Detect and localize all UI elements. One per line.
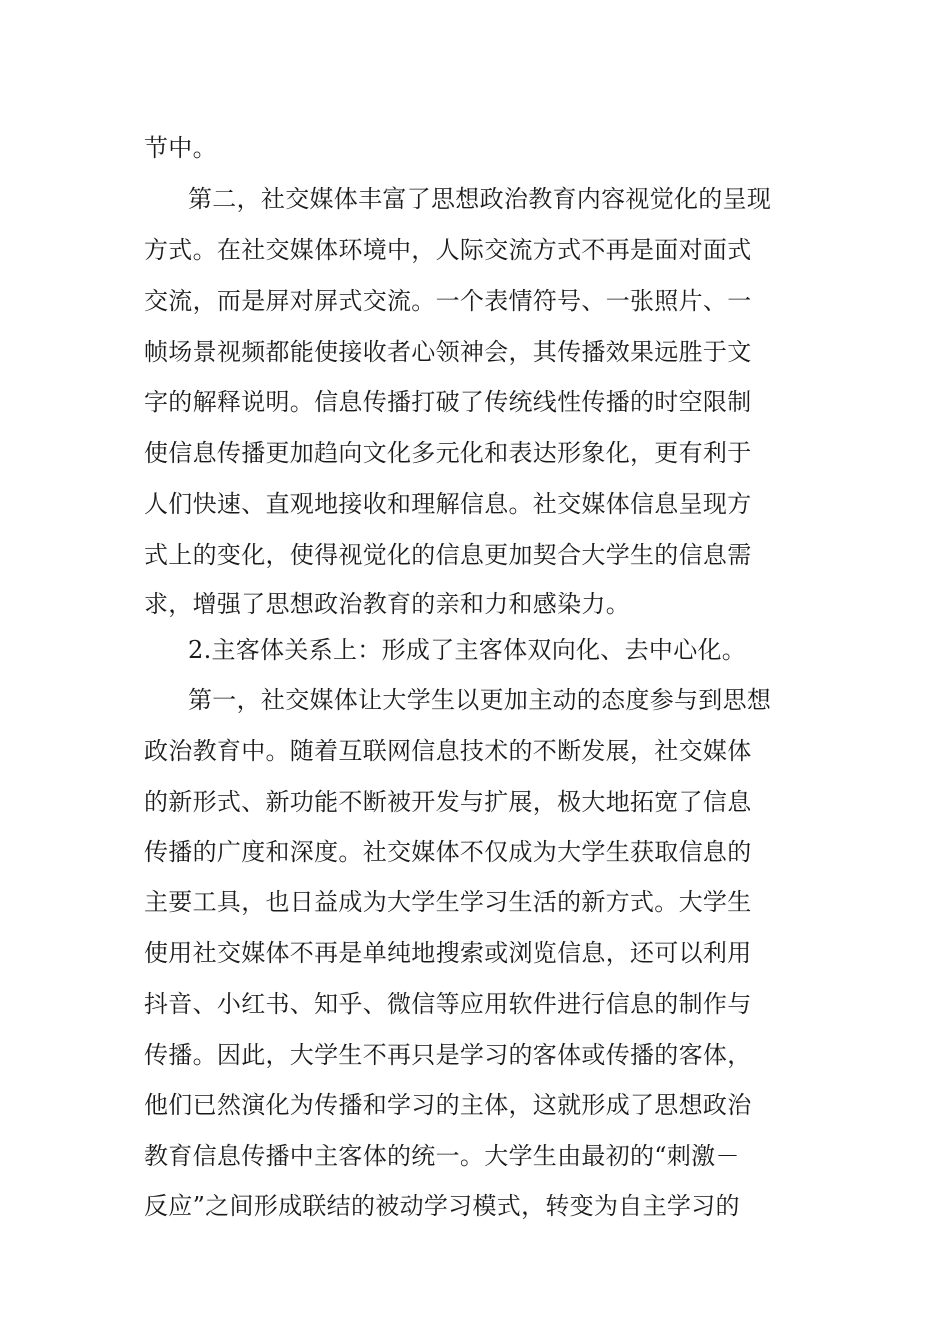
text-line: 教育信息传播中主客体的统一。大学生由最初的“刺激－ <box>144 1142 740 1170</box>
text-line: 传播。因此，大学生不再只是学习的客体或传播的客体， <box>144 1041 752 1069</box>
text-line: 帧场景视频都能使接收者心领神会，其传播效果远胜于文 <box>144 338 752 366</box>
text-line: 使用社交媒体不再是单纯地搜索或浏览信息，还可以利用 <box>144 939 752 967</box>
text-line: 方式。在社交媒体环境中，人际交流方式不再是面对面式 <box>144 236 752 264</box>
text-line: 交流，而是屏对屏式交流。一个表情符号、一张照片、一 <box>144 287 752 315</box>
text-line: 求，增强了思想政治教育的亲和力和感染力。 <box>144 590 630 618</box>
text-line: 式上的变化，使得视觉化的信息更加契合大学生的信息需 <box>144 541 752 569</box>
text-line: 人们快速、直观地接收和理解信息。社交媒体信息呈现方 <box>144 490 752 518</box>
text-line: 字的解释说明。信息传播打破了传统线性传播的时空限制 <box>144 388 752 416</box>
text-line: 反应”之间形成联结的被动学习模式，转变为自主学习的 <box>144 1192 740 1220</box>
text-line: 抖音、小红书、知乎、微信等应用软件进行信息的制作与 <box>144 990 752 1018</box>
text-line: 使信息传播更加趋向文化多元化和表达形象化，更有利于 <box>144 439 752 467</box>
paragraph-start: 第二，社交媒体丰富了思想政治教育内容视觉化的呈现 <box>188 185 772 213</box>
paragraph-start: 第一，社交媒体让大学生以更加主动的态度参与到思想 <box>188 686 772 714</box>
text-line: 主要工具，也日益成为大学生学习生活的新方式。大学生 <box>144 888 752 916</box>
text-line: 政治教育中。随着互联网信息技术的不断发展，社交媒体 <box>144 737 752 765</box>
text-line: 传播的广度和深度。社交媒体不仅成为大学生获取信息的 <box>144 838 752 866</box>
section-heading: 2.主客体关系上：形成了主客体双向化、去中心化。 <box>188 636 747 664</box>
text-line: 的新形式、新功能不断被开发与扩展，极大地拓宽了信息 <box>144 788 752 816</box>
text-line: 他们已然演化为传播和学习的主体，这就形成了思想政治 <box>144 1091 752 1119</box>
text-line: 节中。 <box>144 134 217 162</box>
